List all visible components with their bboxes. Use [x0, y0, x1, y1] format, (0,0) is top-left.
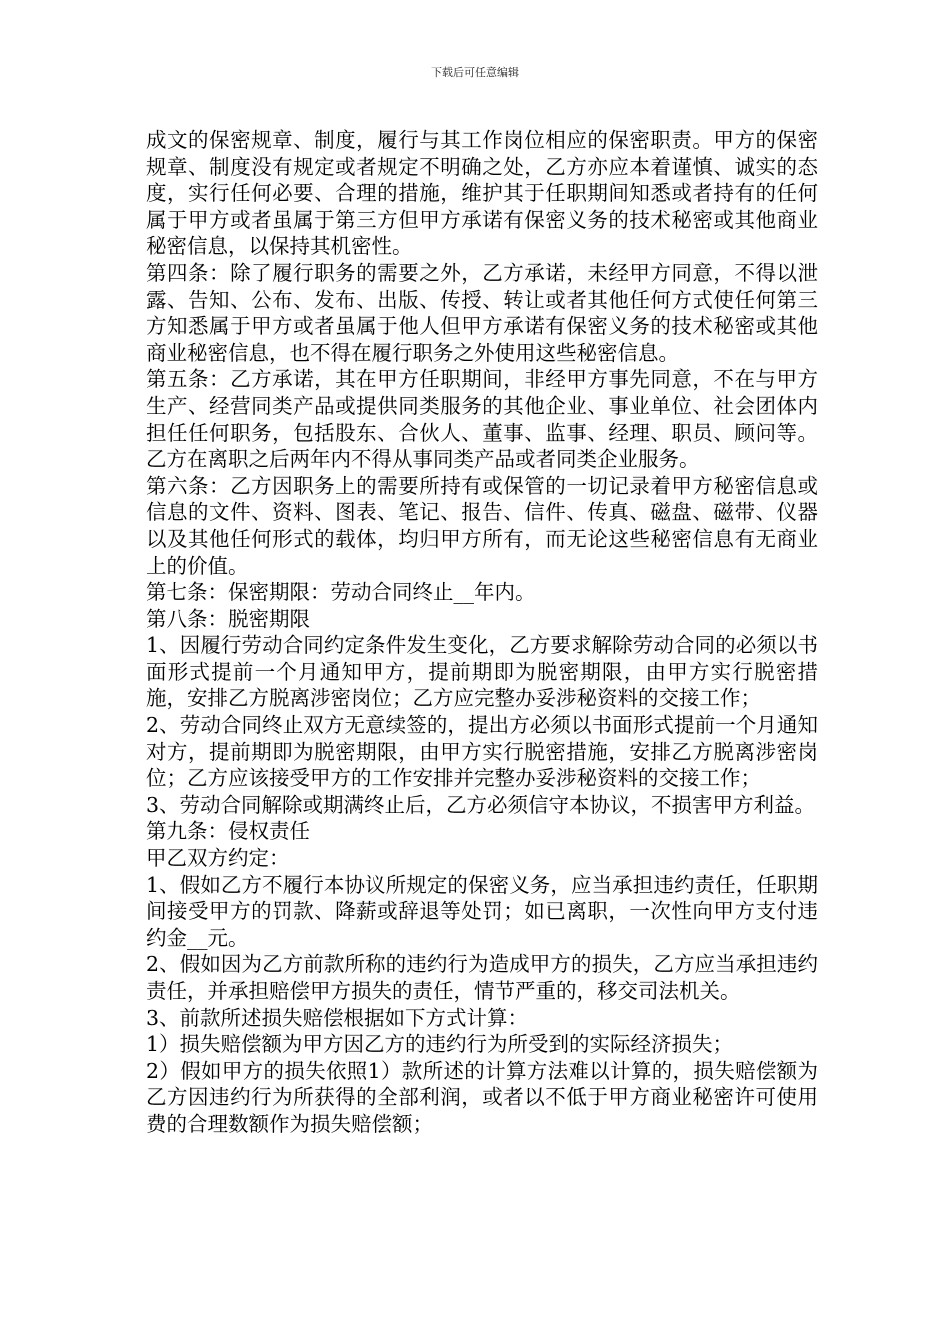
paragraph-article-6: 第六条：乙方因职务上的需要所持有或保管的一切记录着甲方秘密信息或信息的文件、资料、图表、笔记、报告、信件、传真、磁盘、磁带、仪器以及其他任何形式的载体，均归甲方所有，而无论这些秘密信息有无商业上的价值。 — [146, 473, 818, 578]
paragraph-article-8-item-1: 1、因履行劳动合同约定条件发生变化，乙方要求解除劳动合同的必须以书面形式提前一个月通知甲方，提前期即为脱密期限，由甲方实行脱密措施，安排乙方脱离涉密岗位；乙方应完整办妥涉秘资料的交接工作； — [146, 633, 818, 711]
heading-article-9: 第九条：侵权责任 — [146, 819, 310, 844]
paragraph-article-9-item-1: 1、假如乙方不履行本协议所规定的保密义务，应当承担违约责任，任职期间接受甲方的罚款、降薪或辞退等处罚；如已离职，一次性向甲方支付违约金__元。 — [146, 872, 818, 950]
paragraph-compensation-method-2: 2）假如甲方的损失依照1）款所述的计算方法难以计算的，损失赔偿额为乙方因违约行为所获得的全部利润，或者以不低于甲方商业秘密许可使用费的合理数额作为损失赔偿额； — [146, 1058, 818, 1136]
heading-article-8: 第八条：脱密期限 — [146, 606, 310, 631]
paragraph-article-7: 第七条：保密期限：劳动合同终止__年内。 — [146, 580, 536, 605]
paragraph-article-8-item-3: 3、劳动合同解除或期满终止后，乙方必须信守本协议，不损害甲方利益。 — [146, 792, 816, 817]
page-header: 下载后可任意编辑 — [431, 66, 519, 79]
paragraph-article-8-item-2: 2、劳动合同终止双方无意续签的，提出方必须以书面形式提前一个月通知对方，提前期即为脱密期限，由甲方实行脱密措施，安排乙方脱离涉密岗位；乙方应该接受甲方的工作安排并完整办妥涉秘资料的交接工作； — [146, 713, 818, 791]
paragraph-compensation-method-1: 1）损失赔偿额为甲方因乙方的违约行为所受到的实际经济损失； — [146, 1032, 734, 1057]
paragraph-article-9-item-2: 2、假如因为乙方前款所称的违约行为造成甲方的损失，乙方应当承担违约责任，并承担赔偿甲方损失的责任，情节严重的，移交司法机关。 — [146, 952, 818, 1003]
paragraph-confidentiality-duty: 成文的保密规章、制度，履行与其工作岗位相应的保密职责。甲方的保密规章、制度没有规定或者规定不明确之处，乙方亦应本着谨慎、诚实的态度，实行任何必要、合理的措施，维护其于任职期间知悉或者持有的任何属于甲方或者虽属于第三方但甲方承诺有保密义务的技术秘密或其他商业秘密信息，以保持其机密性。 — [146, 128, 818, 259]
paragraph-article-5: 第五条：乙方承诺，其在甲方任职期间，非经甲方事先同意，不在与甲方生产、经营同类产品或提供同类服务的其他企业、事业单位、社会团体内担任任何职务，包括股东、合伙人、董事、监事、经理、职员、顾问等。乙方在离职之后两年内不得从事同类产品或者同类企业服务。 — [146, 367, 818, 472]
paragraph-agreement-intro: 甲乙双方约定： — [146, 846, 290, 871]
document-body — [146, 127, 818, 1138]
paragraph-article-9-item-3: 3、前款所述损失赔偿根据如下方式计算： — [146, 1005, 529, 1030]
paragraph-article-4: 第四条：除了履行职务的需要之外，乙方承诺，未经甲方同意，不得以泄露、告知、公布、发布、出版、传授、转让或者其他任何方式使任何第三方知悉属于甲方或者虽属于他人但甲方承诺有保密义务的技术秘密或其他商业秘密信息，也不得在履行职务之外使用这些秘密信息。 — [146, 260, 818, 365]
